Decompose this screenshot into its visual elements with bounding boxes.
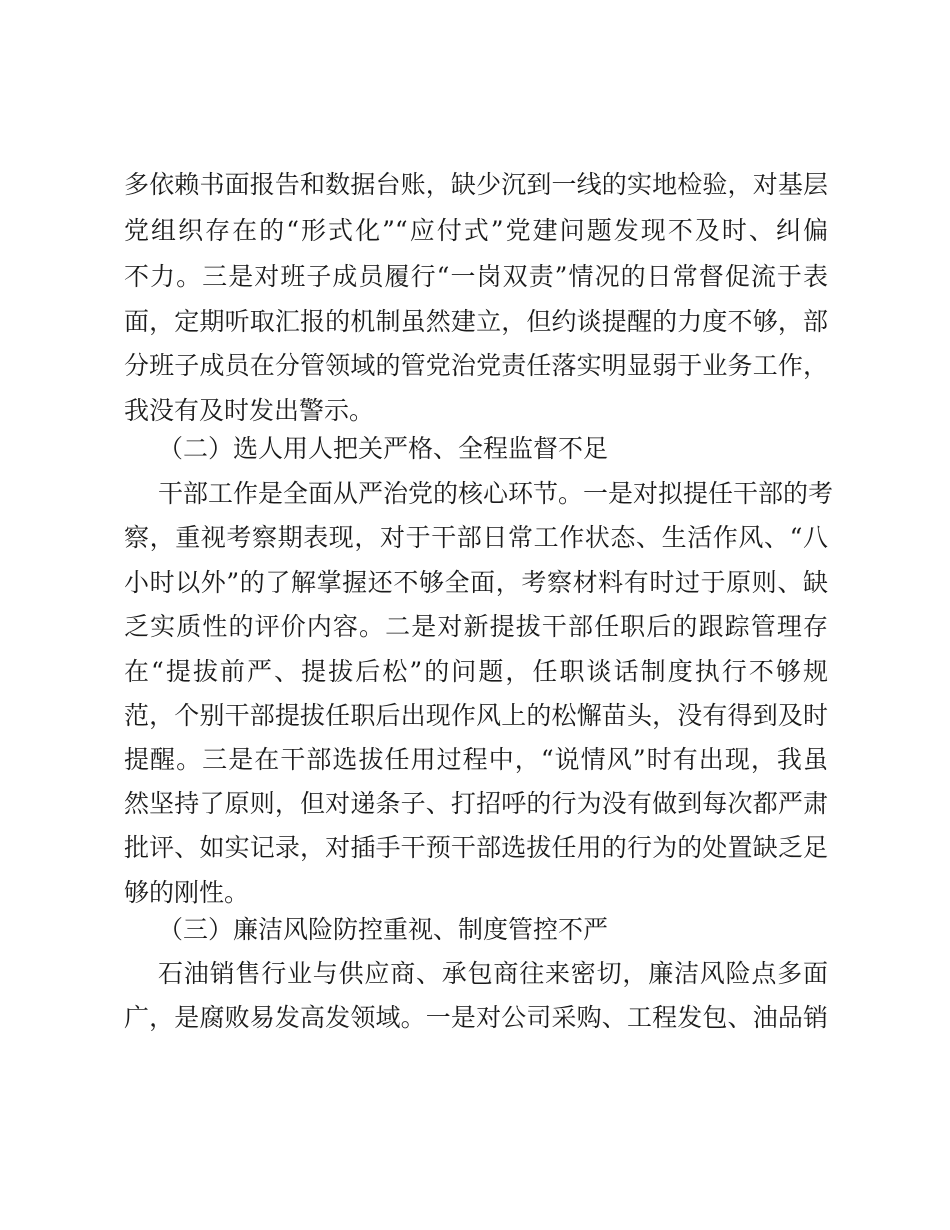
body-text-line: 够的刚性。	[124, 878, 250, 907]
section-heading: （二）选人用人把关严格、全程监督不足	[158, 434, 609, 463]
body-text-line: 石油销售行业与供应商、承包商往来密切，廉洁风险点多面	[158, 959, 828, 988]
body-text-line: 分班子成员在分管领域的管党治党责任落实明显弱于业务工作，	[124, 351, 828, 380]
body-text-line: 提醒。三是在干部选拔任用过程中，“说情风”时有出现，我虽	[124, 745, 828, 774]
body-text-line: 批评、如实记录，对插手干预干部选拔任用的行为的处置缺乏足	[124, 833, 828, 862]
body-text-line: 党组织存在的“形式化”“应付式”党建问题发现不及时、纠偏	[124, 216, 828, 245]
body-text-line: 察，重视考察期表现，对于干部日常工作状态、生活作风、“八	[124, 523, 828, 552]
body-text-line: 干部工作是全面从严治党的核心环节。一是对拟提任干部的考	[158, 479, 834, 508]
body-text-line: 小时以外”的了解掌握还不够全面，考察材料有时过于原则、缺	[124, 568, 828, 597]
body-text-line: 面，定期听取汇报的机制虽然建立，但约谈提醒的力度不够，部	[124, 307, 828, 336]
body-text-line: 多依赖书面报告和数据台账，缺少沉到一线的实地检验，对基层	[124, 170, 828, 199]
body-text-line: 然坚持了原则，但对递条子、打招呼的行为没有做到每次都严肃	[124, 789, 828, 818]
body-text-line: 范，个别干部提拔任职后出现作风上的松懈苗头，没有得到及时	[124, 701, 828, 730]
body-text-line: 我没有及时发出警示。	[124, 396, 375, 425]
body-text-line: 在“提拔前严、提拔后松”的问题，任职谈话制度执行不够规	[124, 657, 828, 686]
body-text-line: 乏实质性的评价内容。二是对新提拔干部任职后的跟踪管理存	[124, 612, 828, 641]
section-heading: （三）廉洁风险防控重视、制度管控不严	[158, 915, 609, 944]
body-text-line: 不力。三是对班子成员履行“一岗双责”情况的日常督促流于表	[124, 262, 828, 291]
body-text-line: 广，是腐败易发高发领域。一是对公司采购、工程发包、油品销	[124, 1003, 828, 1032]
